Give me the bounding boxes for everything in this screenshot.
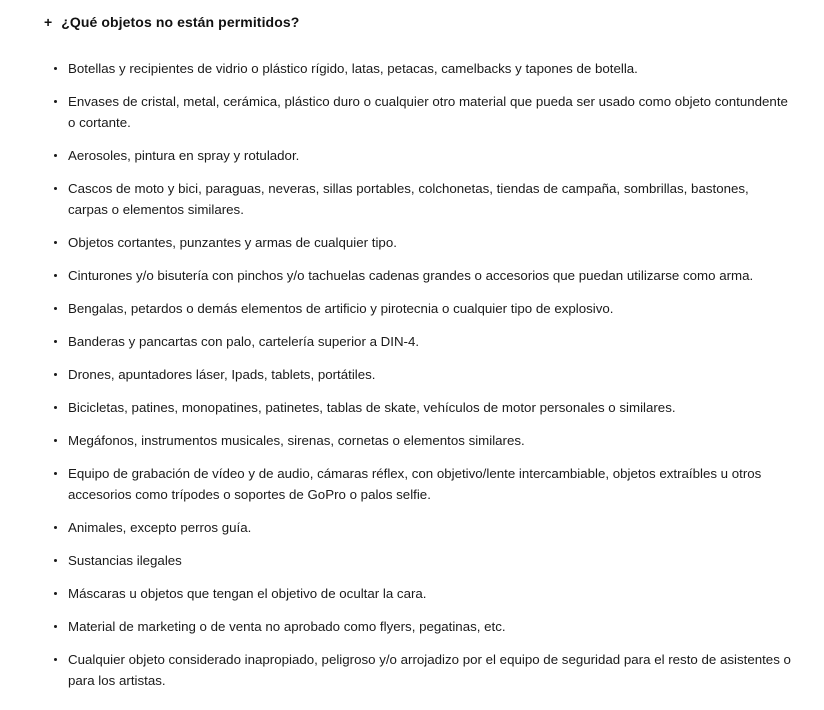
list-item: Aerosoles, pintura en spray y rotulador. [48,145,792,166]
list-item: Sustancias ilegales [48,550,792,571]
prohibited-objects-list [48,58,792,691]
list-item: Cinturones y/o bisutería con pinchos y/o tachuelas cadenas grandes o accesorios que puedan utilizarse como arma. [48,265,792,286]
accordion-header-prohibited-objects[interactable] [44,13,299,31]
list-item: Equipo de grabación de vídeo y de audio, cámaras réflex, con objetivo/lente intercambiable, objetos extraíbles u otros accesorios como trípodes o soportes de GoPro o palos selfie. [48,463,792,505]
list-item: Bicicletas, patines, monopatines, patinetes, tablas de skate, vehículos de motor personales o similares. [48,397,792,418]
list-item: Drones, apuntadores láser, Ipads, tablets, portátiles. [48,364,792,385]
list-item: Botellas y recipientes de vidrio o plástico rígido, latas, petacas, camelbacks y tapones de botella. [48,58,792,79]
list-item: Bengalas, petardos o demás elementos de artificio y pirotecnia o cualquier tipo de explosivo. [48,298,792,319]
list-item: Animales, excepto perros guía. [48,517,792,538]
list-item: Objetos cortantes, punzantes y armas de cualquier tipo. [48,232,792,253]
list-item: Material de marketing o de venta no aprobado como flyers, pegatinas, etc. [48,616,792,637]
list-item: Máscaras u objetos que tengan el objetivo de ocultar la cara. [48,583,792,604]
list-item: Cascos de moto y bici, paraguas, neveras, sillas portables, colchonetas, tiendas de campaña, sombrillas, bastones, carpas o elementos similares. [48,178,792,220]
list-item: Banderas y pancartas con palo, cartelería superior a DIN-4. [48,331,792,352]
list-item: Megáfonos, instrumentos musicales, sirenas, cornetas o elementos similares. [48,430,792,451]
list-item: Cualquier objeto considerado inapropiado, peligroso y/o arrojadizo por el equipo de seguridad para el resto de asistentes o para los artistas. [48,649,792,691]
list-item: Envases de cristal, metal, cerámica, plástico duro o cualquier otro material que pueda ser usado como objeto contundente o cortante. [48,91,792,133]
accordion-title: ¿Qué objetos no están permitidos? [61,14,300,30]
plus-icon[interactable]: + [44,14,53,30]
